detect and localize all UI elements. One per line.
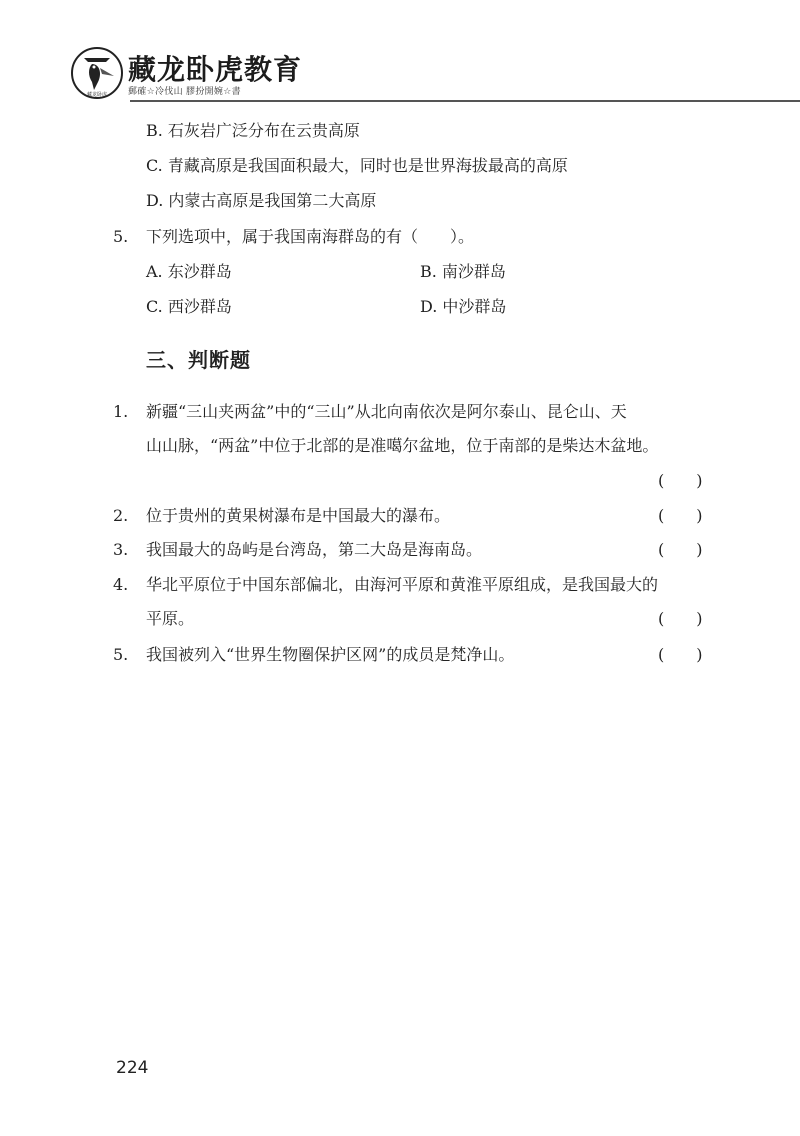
page-number: 224: [116, 1058, 149, 1078]
judgment-4-number: 4.: [113, 575, 129, 594]
q4-option-c: C. 青藏高原是我国面积最大，同时也是世界海拔最高的高原: [146, 156, 568, 175]
judgment-3-line-1: 我国最大的岛屿是台湾岛，第二大岛是海南岛。: [146, 540, 483, 559]
judgment-1-line-2: 山山脉，“两盆”中位于北部的是准噶尔盆地，位于南部的是柴达木盆地。: [146, 436, 659, 455]
judgment-1-number: 1.: [113, 402, 129, 421]
judgment-3-number: 3.: [113, 540, 129, 559]
judgment-3-answer-blank: ( ): [658, 540, 703, 559]
judgment-4-answer-blank: ( ): [658, 609, 703, 628]
brand-subtitle: 郵確☆冷伐山 膠扮開婉☆書: [128, 87, 241, 97]
judgment-2-answer-blank: ( ): [658, 506, 703, 525]
page-header: [0, 0, 800, 106]
q5-option-a: A. 东沙群岛: [146, 262, 232, 281]
judgment-5-number: 5.: [113, 645, 129, 664]
judgment-2-number: 2.: [113, 506, 129, 525]
section-title: 三、判断题: [146, 348, 251, 372]
q4-option-b: B. 石灰岩广泛分布在云贵高原: [146, 121, 360, 140]
judgment-1-line-1: 新疆“三山夹两盆”中的“三山”从北向南依次是阿尔泰山、昆仑山、天: [146, 402, 627, 421]
brand-title: 藏龙卧虎教育: [128, 53, 303, 86]
q5-number: 5.: [113, 227, 129, 246]
judgment-5-answer-blank: ( ): [658, 645, 703, 664]
judgment-4-line-1: 华北平原位于中国东部偏北，由海河平原和黄淮平原组成，是我国最大的: [146, 575, 659, 594]
judgment-2-line-1: 位于贵州的黄果树瀑布是中国最大的瀑布。: [146, 506, 451, 525]
q5-option-b: B. 南沙群岛: [420, 262, 506, 281]
logo-caption: 藏龙卧虎: [86, 92, 108, 98]
bird-logo-icon: [70, 46, 124, 100]
judgment-5-line-1: 我国被列入“世界生物圈保护区网”的成员是梵净山。: [146, 645, 515, 664]
q5-option-c: C. 西沙群岛: [146, 297, 232, 316]
header-divider: [130, 100, 800, 102]
q5-stem: 下列选项中，属于我国南海群岛的有（ ）。: [146, 227, 475, 246]
judgment-4-line-2: 平原。: [146, 609, 195, 628]
q5-option-d: D. 中沙群岛: [420, 297, 507, 316]
q4-option-d: D. 内蒙古高原是我国第二大高原: [146, 191, 377, 210]
judgment-1-answer-blank: ( ): [658, 471, 703, 490]
